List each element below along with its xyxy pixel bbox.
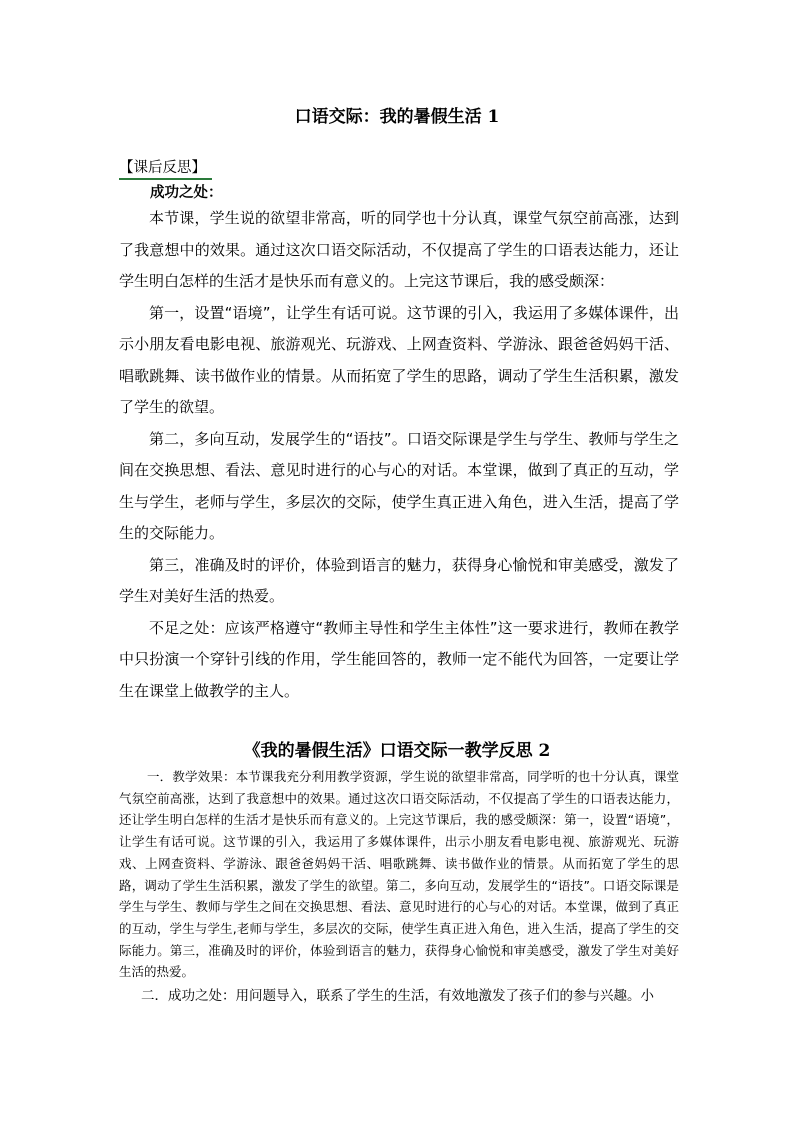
section1-paragraph: 第二，多向互动，发展学生的“语技”。口语交际课是学生与学生、教师与学生之间在交换思想、看法、意见时进行的心与心的对话。本堂课，做到了真正的互动，学生与学生，老师与学生，多层次的交际，使学生真正进入角色，进入生活，提高了学生的交际能力。 <box>119 429 679 542</box>
section2-paragraph: 二．成功之处：用问题导入，联系了学生的生活，有效地激发了孩子们的参与兴趣。小 <box>141 988 654 1005</box>
section1-paragraph: 第三，准确及时的评价，体验到语言的魅力，获得身心愉悦和审美感受，激发了学生对美好生活的热爱。 <box>119 555 679 605</box>
section2-body <box>119 766 679 1007</box>
section1-paragraph: 不足之处：应该严格遵守“教师主导性和学生主体性”这一要求进行，教师在教学中只扮演一个穿针引线的作用，学生能回答的，教师一定不能代为回答，一定要让学生在课堂上做教学的主人。 <box>119 618 679 700</box>
section1-title: 口语交际：我的暑假生活 1 <box>294 107 500 127</box>
section1-paragraph: 第一，设置“语境”，让学生有话可说。这节课的引入，我运用了多媒体课件，出示小朋友看电影电视、旅游观光、玩游戏、上网查资料、学游泳、跟爸爸妈妈干活、唱歌跳舞、读书做作业的情景。从而拓宽了学生的思路，调动了学生生活积累，激发了学生的欲望。 <box>119 303 679 416</box>
section1-body <box>119 203 679 707</box>
section1-paragraph: 本节课，学生说的欲望非常高，听的同学也十分认真，课堂气氛空前高涨，达到了我意想中的效果。通过这次口语交际活动，不仅提高了学生的口语表达能力，还让学生明白怎样的生活才是快乐而有意义的。上完这节课后，我的感受颇深： <box>119 209 679 290</box>
after-class-reflection-tag: 【课后反思】 <box>119 156 212 180</box>
section2-title: 《我的暑假生活》口语交际一教学反思 2 <box>243 741 551 761</box>
success-subheading: 成功之处： <box>150 184 223 201</box>
section2-paragraph: 一．教学效果：本节课我充分利用教学资源，学生说的欲望非常高，同学听的也十分认真，课堂气氛空前高涨，达到了我意想中的效果。通过这次口语交际活动，不仅提高了学生的口语表达能力，还让学生明白怎样的生活才是快乐而有意义的。上完这节课后，我的感受颇深：第一，设置“语境”，让学生有话可说。这节课的引入，我运用了多媒体课件，出示小朋友看电影电视、旅游观光、玩游戏、上网查资料、学游泳、跟爸爸妈妈干活、唱歌跳舞、读书做作业的情景。从而拓宽了学生的思路，调动了学生生活积累，激发了学生的欲望。第二，多向互动，发展学生的“语技”。口语交际课是学生与学生、教师与学生之间在交换思想、看法、意见时进行的心与心的对话。本堂课，做到了真正的互动，学生与学生,老师与学生，多层次的交际，使学生真正进入角色，进入生活，提高了学生的交际能力。第三，准确及时的评价，体验到语言的魅力，获得身心愉悦和审美感受，激发了学生对美好生活的热爱。 <box>119 769 679 980</box>
